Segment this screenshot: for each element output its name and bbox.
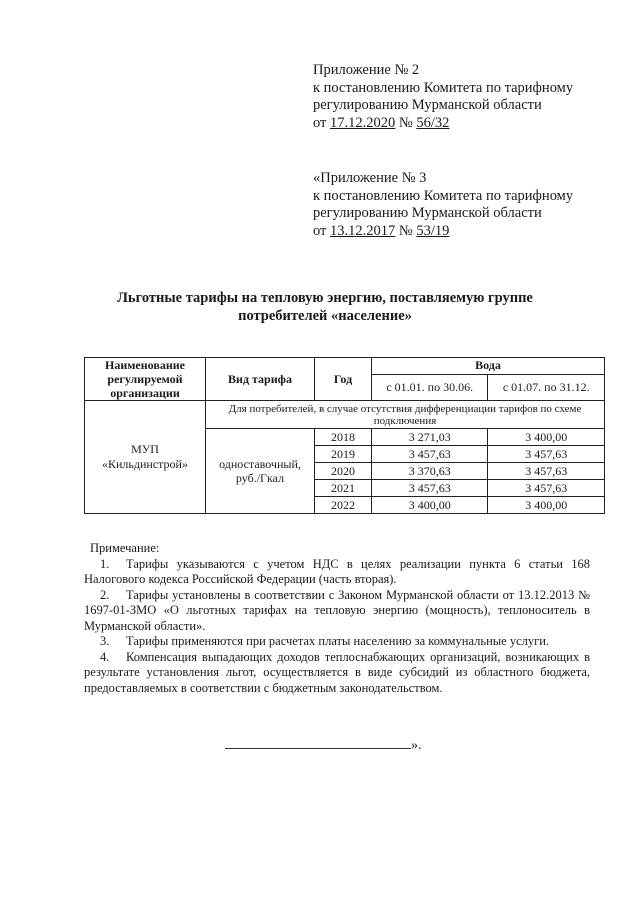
document-title: [90, 290, 560, 325]
notes-section: [84, 541, 590, 696]
header-tariff-type: Вид тарифа: [206, 358, 315, 401]
header-water: Вода: [372, 358, 605, 375]
appendix-line: регулированию Мурманской области: [313, 205, 542, 221]
condition-cell: Для потребителей, в случае отсутствия дифференциации тарифов по схеме подключения: [206, 401, 605, 429]
note-text: Тарифы применяются при расчетах платы населению за коммунальные услуги.: [126, 634, 550, 648]
signature-underline: [225, 738, 411, 749]
table-header-row: [85, 358, 605, 375]
value-cell: 3 271,03: [372, 429, 488, 446]
table-row: [85, 401, 605, 429]
note-number: 3.: [100, 634, 110, 648]
value-cell: 3 457,63: [372, 480, 488, 497]
organization-cell: МУП «Кильдинстрой»: [85, 401, 206, 514]
resolution-number: 53/19: [416, 222, 450, 239]
appendix-previous-header: [313, 170, 573, 240]
resolution-date: 17.12.2020: [330, 114, 396, 131]
note-item: [84, 557, 590, 588]
note-number: 1.: [100, 556, 110, 571]
appendix-title: «Приложение № 3: [313, 170, 427, 186]
appendix-line: регулированию Мурманской области: [313, 97, 542, 113]
appendix-current-header: [313, 62, 573, 132]
title-line: потребителей «население»: [238, 307, 412, 324]
tariff-table: [84, 357, 605, 514]
notes-heading: Примечание:: [90, 541, 160, 555]
year-cell: 2018: [315, 429, 372, 446]
year-cell: 2019: [315, 446, 372, 463]
year-cell: 2020: [315, 463, 372, 480]
note-text: Компенсация выпадающих доходов теплоснабжающих организаций, возникающих в результате установления льгот, осуществляется в виде субсидий из областного бюджета, предоставляемых в соответствии с бюджетным законодательством.: [84, 649, 590, 695]
header-period-2: с 01.07. по 31.12.: [488, 374, 605, 400]
value-cell: 3 400,00: [488, 429, 605, 446]
value-cell: 3 400,00: [372, 497, 488, 514]
appendix-line: к постановлению Комитета по тарифному: [313, 79, 574, 96]
number-sign: №: [398, 222, 413, 239]
resolution-number: 56/32: [416, 114, 450, 131]
value-cell: 3 370,63: [372, 463, 488, 480]
value-cell: 3 457,63: [488, 480, 605, 497]
appendix-date-line: [313, 223, 573, 241]
tariff-type-cell: одноставочный, руб./Гкал: [206, 429, 315, 514]
note-number: 2.: [100, 587, 110, 602]
value-cell: 3 457,63: [488, 463, 605, 480]
from-word: от: [313, 222, 327, 239]
note-item: [84, 634, 590, 650]
resolution-date: 13.12.2017: [330, 222, 396, 239]
closing-line: [225, 738, 422, 754]
note-item: [84, 588, 590, 635]
appendix-title: Приложение № 2: [313, 62, 420, 78]
from-word: от: [313, 114, 327, 131]
value-cell: 3 400,00: [488, 497, 605, 514]
year-cell: 2021: [315, 480, 372, 497]
appendix-date-line: [313, 115, 573, 133]
header-year: Год: [315, 358, 372, 401]
header-organization: Наименование регулируемой организации: [85, 358, 206, 401]
title-line: Льготные тарифы на тепловую энергию, поставляемую группе: [117, 290, 533, 306]
value-cell: 3 457,63: [372, 446, 488, 463]
note-text: Тарифы установлены в соответствии с Законом Мурманской области от 13.12.2013 № 1697-01-ЗМО «О льготных тарифах на тепловую энергию (мощность), теплоноситель в Мурманской области».: [84, 587, 590, 633]
note-text: Тарифы указываются с учетом НДС в целях реализации пункта 6 статьи 168 Налогового кодекса Российской Федерации (часть вторая).: [84, 556, 590, 586]
appendix-line: к постановлению Комитета по тарифному: [313, 187, 574, 204]
note-number: 4.: [100, 649, 110, 664]
note-item: [84, 650, 590, 697]
value-cell: 3 457,63: [488, 446, 605, 463]
number-sign: №: [398, 114, 413, 131]
closing-quote: ».: [411, 738, 422, 753]
year-cell: 2022: [315, 497, 372, 514]
header-period-1: с 01.01. по 30.06.: [372, 374, 488, 400]
